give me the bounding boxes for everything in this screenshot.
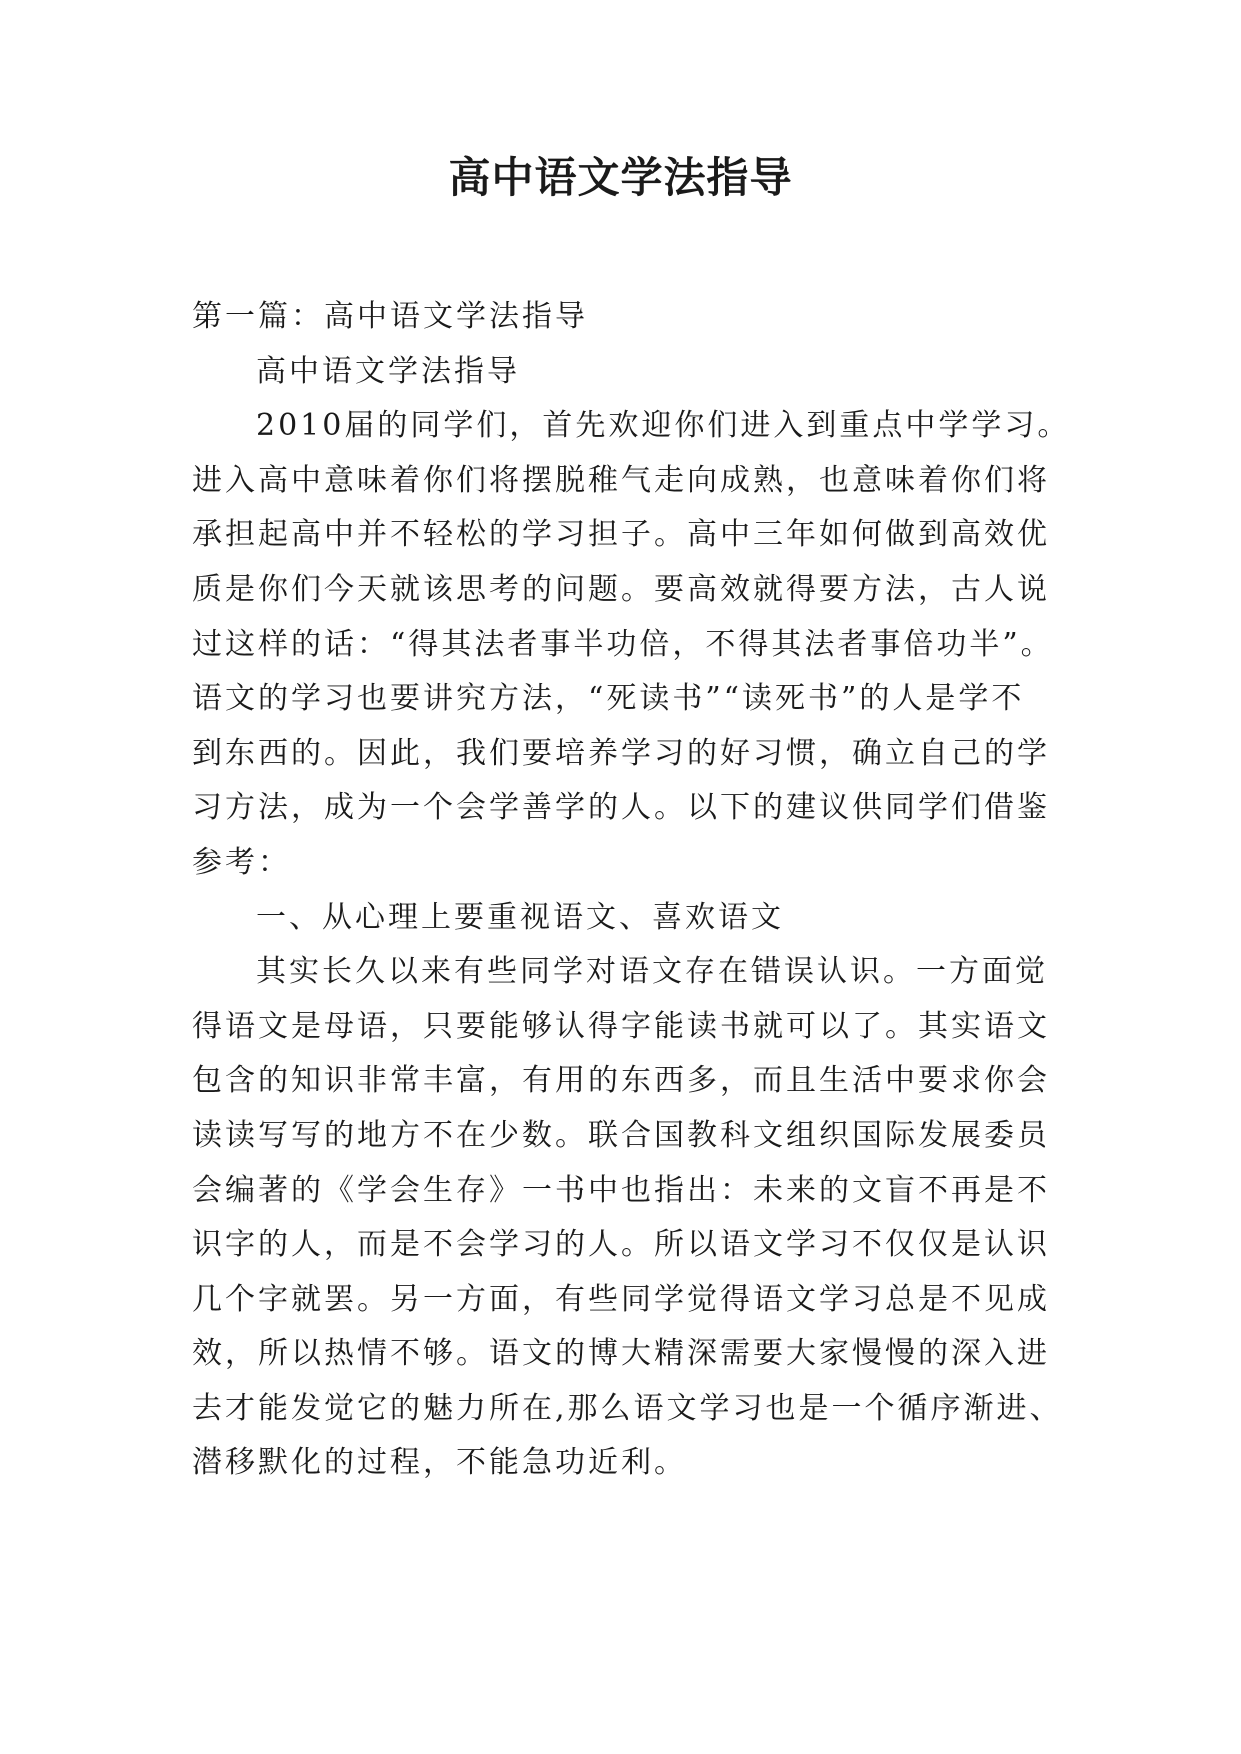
text-line: 习方法，成为一个会学善学的人。以下的建议供同学们借鉴 — [192, 790, 1050, 826]
text-line: 一、从心理上要重视语文、喜欢语文 — [256, 899, 784, 935]
text-line: 承担起高中并不轻松的学习担子。高中三年如何做到高效优 — [192, 517, 1050, 553]
text-line: 进入高中意味着你们将摆脱稚气走向成熟，也意味着你们将 — [192, 462, 1050, 498]
document-body — [192, 290, 1071, 1491]
text-line: 潜移默化的过程，不能急功近利。 — [192, 1445, 687, 1481]
text-line: 得语文是母语，只要能够认得字能读书就可以了。其实语文 — [192, 1008, 1050, 1044]
text-line: 第一篇：高中语文学法指导 — [192, 299, 588, 334]
document-title: 高中语文学法指导 — [448, 153, 793, 202]
text-line: 读读写写的地方不在少数。联合国教科文组织国际发展委员 — [192, 1117, 1050, 1153]
text-line: 质是你们今天就该思考的问题。要高效就得要方法，古人说 — [192, 571, 1050, 607]
text-line: 参考： — [192, 844, 291, 880]
text-line: 语文的学习也要讲究方法，“死读书”“读死书”的人是学不 — [192, 681, 1025, 717]
text-line: 几个字就罢。另一方面，有些同学觉得语文学习总是不见成 — [192, 1281, 1050, 1317]
text-line: 2010届的同学们，首先欢迎你们进入到重点中学学习。 — [256, 408, 1071, 444]
text-line: 会编著的《学会生存》一书中也指出：未来的文盲不再是不 — [192, 1172, 1050, 1208]
text-line: 包含的知识非常丰富，有用的东西多，而且生活中要求你会 — [192, 1063, 1050, 1099]
text-line: 高中语文学法指导 — [256, 353, 520, 389]
text-line: 其实长久以来有些同学对语文存在错误认识。一方面觉 — [256, 954, 1048, 990]
text-line: 过这样的话：“得其法者事半功倍，不得其法者事倍功半”。 — [192, 626, 1054, 662]
text-line: 到东西的。因此，我们要培养学习的好习惯，确立自己的学 — [192, 735, 1050, 771]
text-line: 识字的人，而是不会学习的人。所以语文学习不仅仅是认识 — [192, 1227, 1050, 1263]
text-line: 效，所以热情不够。语文的博大精深需要大家慢慢的深入进 — [192, 1336, 1050, 1372]
text-line: 去才能发觉它的魅力所在,那么语文学习也是一个循序渐进、 — [192, 1390, 1063, 1426]
